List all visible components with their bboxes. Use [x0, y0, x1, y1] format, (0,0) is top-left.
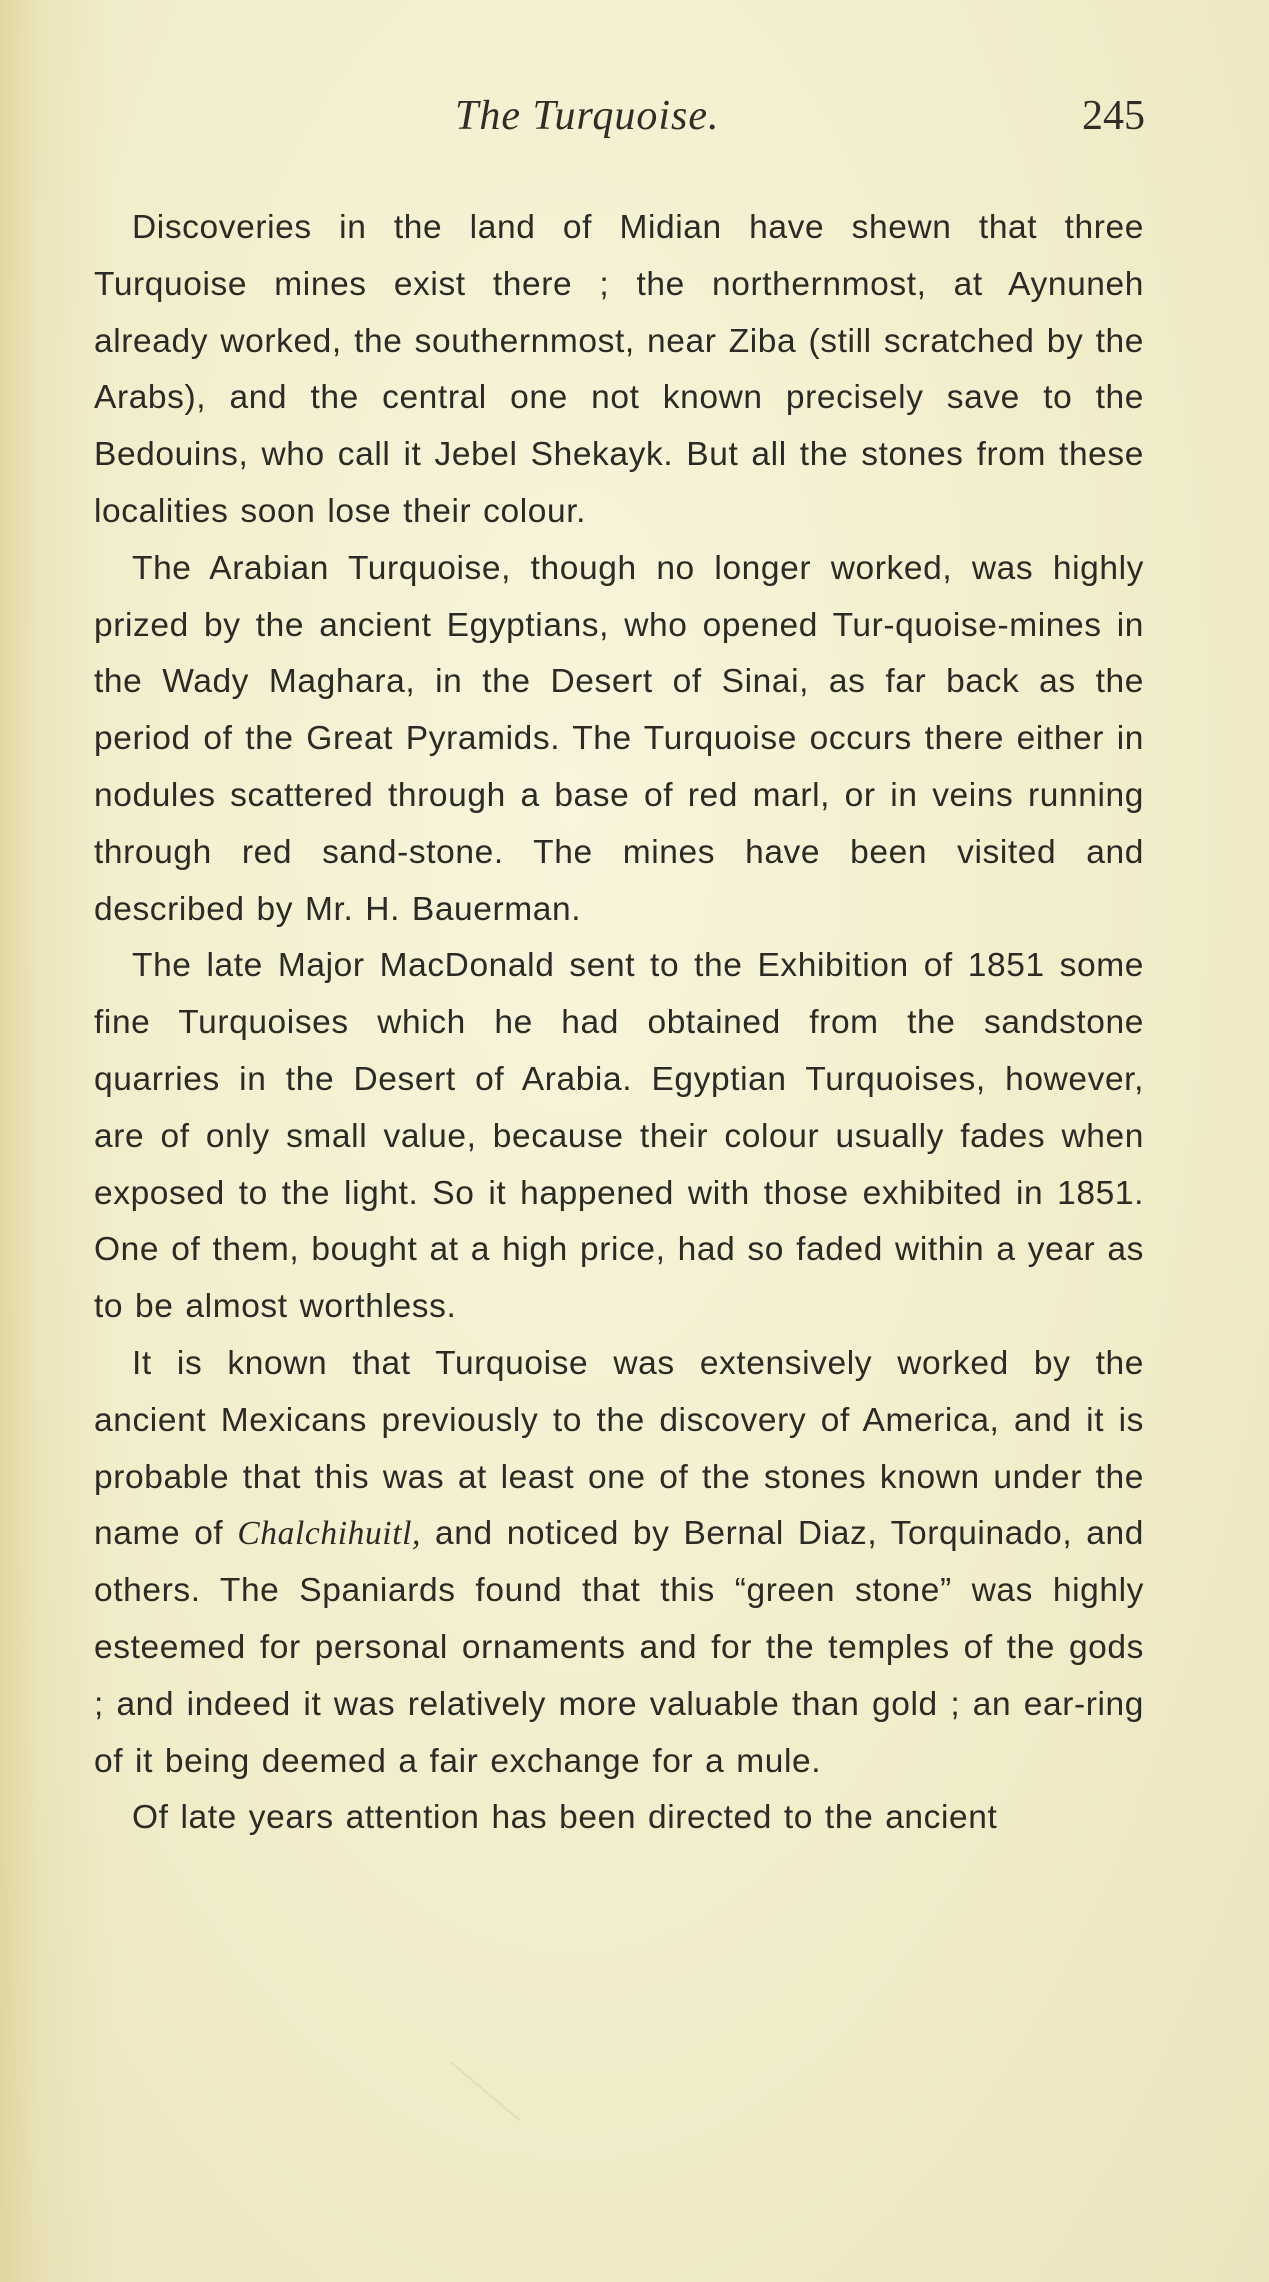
- paragraph-mexican-text-before: It is known that Turquoise was extensively worked by the ancient Mexicans previously to the discovery of America, and it is probable that this was at least one of the stones known under the name of: [94, 1344, 1144, 1553]
- chalchihuitl-term: Chalchihuitl,: [237, 1515, 422, 1553]
- paragraph-mexican-text-after: and noticed by Bernal Diaz, Torquinado, and others. The Spaniards found that this “green stone” was highly esteemed for personal ornaments and for the temples of the gods ; and indeed it was relatively more valuable than gold ; an ear-ring of it being deemed a fair exchange for a mule.: [94, 1515, 1144, 1780]
- paragraph-of-late-years: Of late years attention has been directed to the ancient: [132, 1799, 998, 1837]
- paragraph-mexican-turquoise: [94, 1336, 1144, 1790]
- running-title: The Turquoise.: [455, 93, 720, 139]
- page-number: 245: [1082, 93, 1145, 139]
- body-text: [94, 200, 1144, 1847]
- paragraph-macdonald: The late Major MacDonald sent to the Exhibition of 1851 some fine Turquoises which he had obtained from the sandstone quarries in the Desert of Arabia. Egyptian Turquoises, however, are of only small value, because their colour usually fades when exposed to the light. So it happened with those exhibited in 1851. One of them, bought at a high price, had so faded within a year as to be almost worthless.: [94, 947, 1144, 1326]
- paragraph-midian: Discoveries in the land of Midian have shewn that three Turquoise mines exist there ; the northernmost, at Aynuneh already worked, the southernmost, near Ziba (still scratched by the Arabs), and the central one not known precisely save to the Bedouins, who call it Jebel Shekayk. But all the stones from these localities soon lose their colour.: [94, 209, 1144, 530]
- running-head: [0, 92, 1269, 152]
- paper-crease: [450, 2061, 520, 2120]
- paragraph-arabian-turquoise: The Arabian Turquoise, though no longer worked, was highly prized by the ancient Egyptians, who opened Tur-quoise-mines in the Wady Maghara, in the Desert of Sinai, as far back as the period of the Great Pyramids. The Turquoise occurs there either in nodules scattered through a base of red marl, or in veins running through red sand-stone. The mines have been visited and described by Mr. H. Bauerman.: [94, 549, 1144, 928]
